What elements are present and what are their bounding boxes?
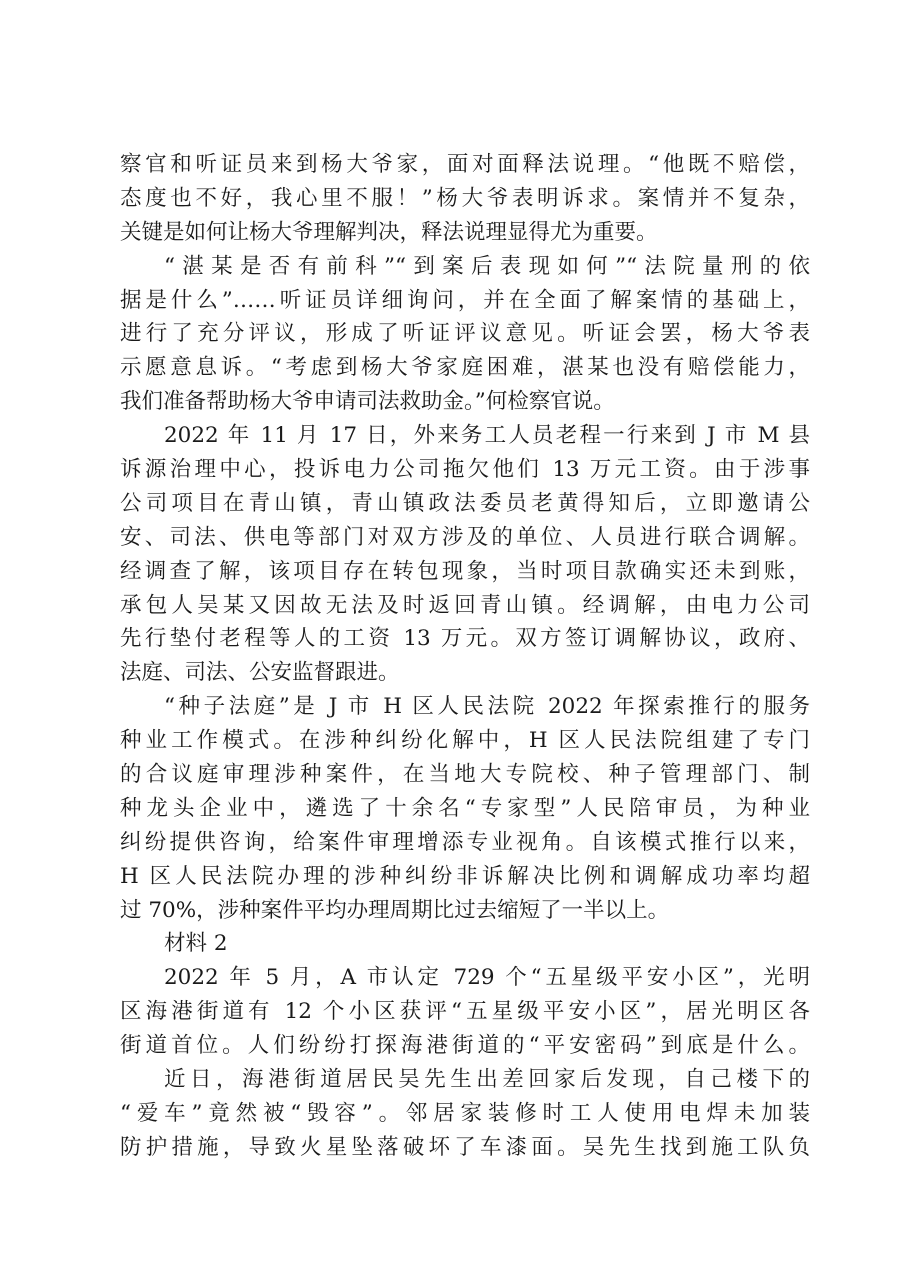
text-line: 承包人吴某又因故无法及时返回青山镇。经调解，由电力公司	[120, 592, 810, 618]
section-heading: 材料 2	[164, 931, 228, 957]
text-line: “爱车”竟然被“毁容”。邻居家装修时工人使用电焊未加装	[120, 1100, 810, 1126]
text-line: 态度也不好，我心里不服！”杨大爷表明诉求。案情并不复杂，	[120, 185, 810, 211]
text-line: 近日，海港街道居民吴先生出差回家后发现，自己楼下的	[164, 1067, 810, 1093]
text-line: 经调查了解，该项目存在转包现象，当时项目款确实还未到账，	[120, 558, 810, 584]
text-line: 防护措施，导致火星坠落破坏了车漆面。吴先生找到施工队负	[120, 1134, 810, 1160]
text-line: “种子法庭”是 J 市 H 区人民法院 2022 年探索推行的服务	[164, 694, 810, 720]
text-line: 关键是如何让杨大爷理解判决，释法说理显得尤为重要。	[120, 219, 658, 245]
text-line: 过 70%，涉种案件平均办理周期比过去缩短了一半以上。	[120, 897, 670, 923]
text-line: 2022 年 5 月，A 市认定 729 个“五星级平安小区”，光明	[164, 965, 810, 991]
text-line: 区海港街道有 12 个小区获评“五星级平安小区”，居光明区各	[120, 999, 810, 1025]
text-line: 我们准备帮助杨大爷申请司法救助金。”何检察官说。	[120, 389, 615, 415]
text-line: 2022 年 11 月 17 日，外来务工人员老程一行来到 J 市 M 县	[164, 423, 810, 449]
text-line: H 区人民法院办理的涉种纠纷非诉解决比例和调解成功率均超	[120, 863, 810, 889]
text-line: 公司项目在青山镇，青山镇政法委员老黄得知后，立即邀请公	[120, 490, 810, 516]
text-line: 纠纷提供咨询，给案件审理增添专业视角。自该模式推行以来，	[120, 829, 810, 855]
text-line: 安、司法、供电等部门对双方涉及的单位、人员进行联合调解。	[120, 524, 810, 550]
text-line: 进行了充分评议，形成了听证评议意见。听证会罢，杨大爷表	[120, 321, 810, 347]
text-line: 街道首位。人们纷纷打探海港街道的“平安密码”到底是什么。	[120, 1033, 810, 1059]
text-line: 的合议庭审理涉种案件，在当地大专院校、种子管理部门、制	[120, 762, 810, 788]
text-line: “湛某是否有前科”“到案后表现如何”“法院量刑的依	[164, 253, 810, 279]
text-line: 据是什么”……听证员详细询问，并在全面了解案情的基础上，	[120, 287, 810, 313]
text-line: 种龙头企业中，遴选了十余名“专家型”人民陪审员，为种业	[120, 795, 810, 821]
text-line: 察官和听证员来到杨大爷家，面对面释法说理。“他既不赔偿，	[120, 152, 810, 177]
text-line: 诉源治理中心，投诉电力公司拖欠他们 13 万元工资。由于涉事	[120, 457, 810, 483]
text-line: 示愿意息诉。“考虑到杨大爷家庭困难，湛某也没有赔偿能力，	[120, 355, 810, 381]
text-line: 先行垫付老程等人的工资 13 万元。双方签订调解协议，政府、	[120, 626, 810, 652]
document-body	[120, 148, 810, 1165]
text-line: 法庭、司法、公安监督跟进。	[120, 660, 400, 686]
text-line: 种业工作模式。在涉种纠纷化解中，H 区人民法院组建了专门	[120, 728, 810, 754]
